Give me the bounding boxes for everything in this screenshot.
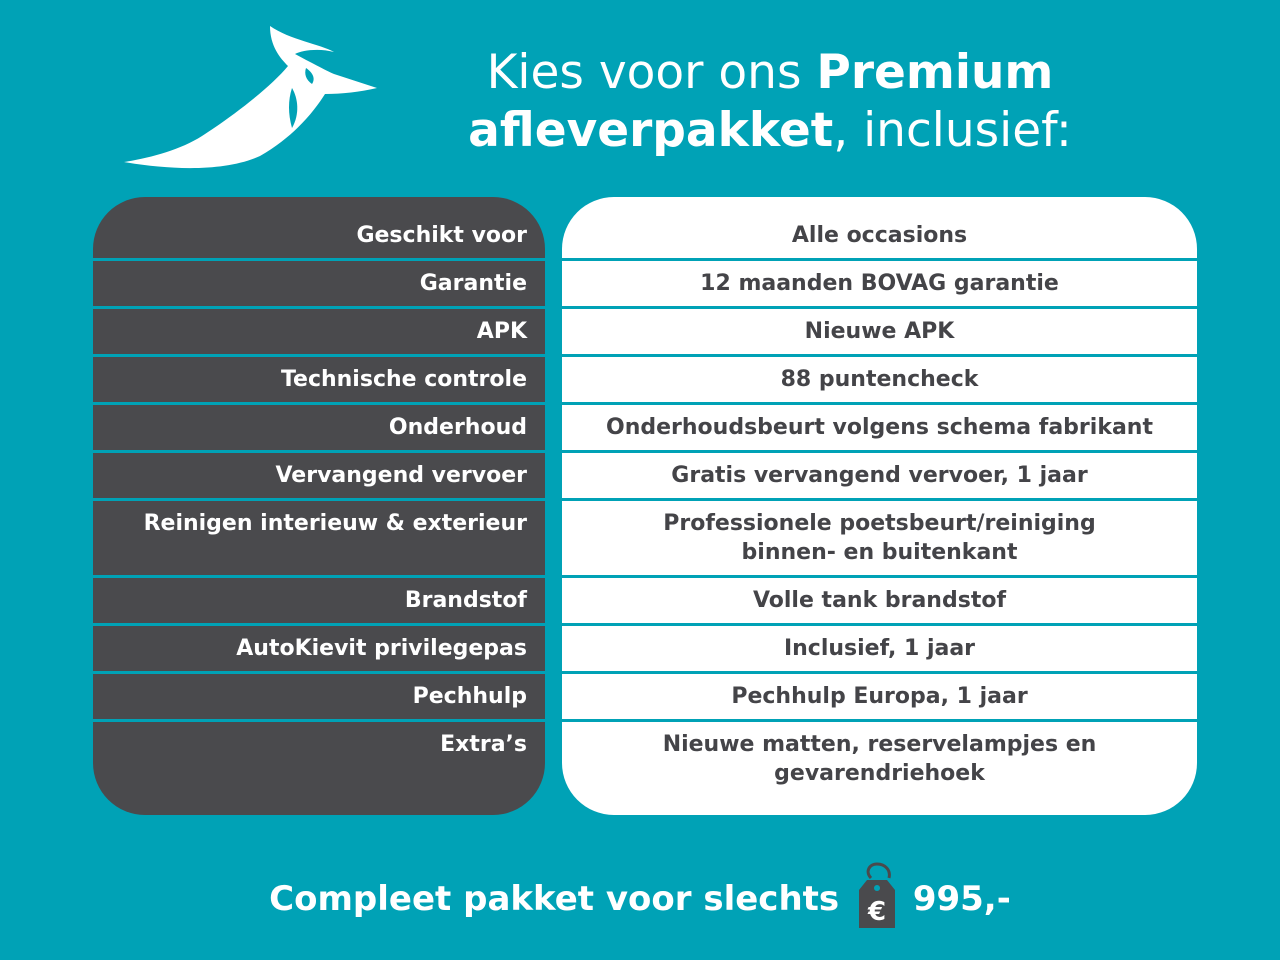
row-divider: [562, 575, 1197, 578]
row-divider: [562, 671, 1197, 674]
row-value: 12 maanden BOVAG garantie: [700, 271, 1059, 296]
row-label: Extra’s: [440, 732, 527, 757]
row-divider: [93, 354, 545, 357]
lapwing-bird-logo: [120, 18, 380, 178]
row-label: Geschikt voor: [356, 223, 527, 248]
row-divider: [93, 575, 545, 578]
row-divider: [562, 402, 1197, 405]
row-divider: [93, 402, 545, 405]
values-panel: [562, 197, 1197, 815]
row-divider: [562, 498, 1197, 501]
headline-line1-regular: Kies voor ons: [486, 45, 817, 100]
row-label: Vervangend vervoer: [275, 463, 527, 488]
row-label: Reinigen interieuw & exterieur: [143, 511, 527, 536]
labels-panel: [93, 197, 545, 815]
row-value: Nieuwe APK: [804, 319, 955, 344]
row-divider: [93, 450, 545, 453]
row-value: Professionele poetsbeurt/reiniging binnen- en buitenkant: [663, 511, 1096, 565]
headline-line2-regular: , inclusief:: [833, 103, 1072, 158]
row-divider: [562, 719, 1197, 722]
row-label: APK: [476, 319, 527, 344]
row-divider: [562, 306, 1197, 309]
row-value: Pechhulp Europa, 1 jaar: [731, 684, 1028, 709]
row-value: Alle occasions: [791, 223, 968, 248]
footer-price: 995,-: [912, 879, 1011, 919]
row-value: Nieuwe matten, reservelampjes en gevarendriehoek: [662, 732, 1097, 786]
row-divider: [562, 623, 1197, 626]
row-label: Technische controle: [280, 367, 527, 392]
row-value: Inclusief, 1 jaar: [783, 636, 976, 661]
price-footer: [0, 862, 1280, 927]
row-label: Brandstof: [404, 588, 527, 613]
row-label: AutoKievit privilegepas: [236, 636, 527, 661]
euro-price-tag-icon: [857, 862, 897, 930]
row-value: Onderhoudsbeurt volgens schema fabrikant: [606, 415, 1153, 440]
row-divider: [93, 258, 545, 261]
row-divider: [562, 258, 1197, 261]
footer-text: Compleet pakket voor slechts: [269, 879, 840, 919]
currency-symbol: €: [867, 897, 887, 927]
row-divider: [93, 498, 545, 501]
row-value: Gratis vervangend vervoer, 1 jaar: [671, 463, 1088, 488]
row-value: 88 puntencheck: [780, 367, 979, 392]
row-divider: [93, 719, 545, 722]
row-label: Pechhulp: [412, 684, 527, 709]
headline: [420, 44, 1120, 160]
row-value: Volle tank brandstof: [752, 588, 1007, 613]
row-divider: [93, 306, 545, 309]
row-divider: [562, 354, 1197, 357]
headline-line1-bold: Premium: [816, 45, 1054, 100]
row-divider: [93, 671, 545, 674]
headline-line2-bold: afleverpakket: [468, 103, 834, 158]
row-divider: [562, 450, 1197, 453]
row-label: Garantie: [419, 271, 527, 296]
row-label: Onderhoud: [388, 415, 527, 440]
row-divider: [93, 623, 545, 626]
